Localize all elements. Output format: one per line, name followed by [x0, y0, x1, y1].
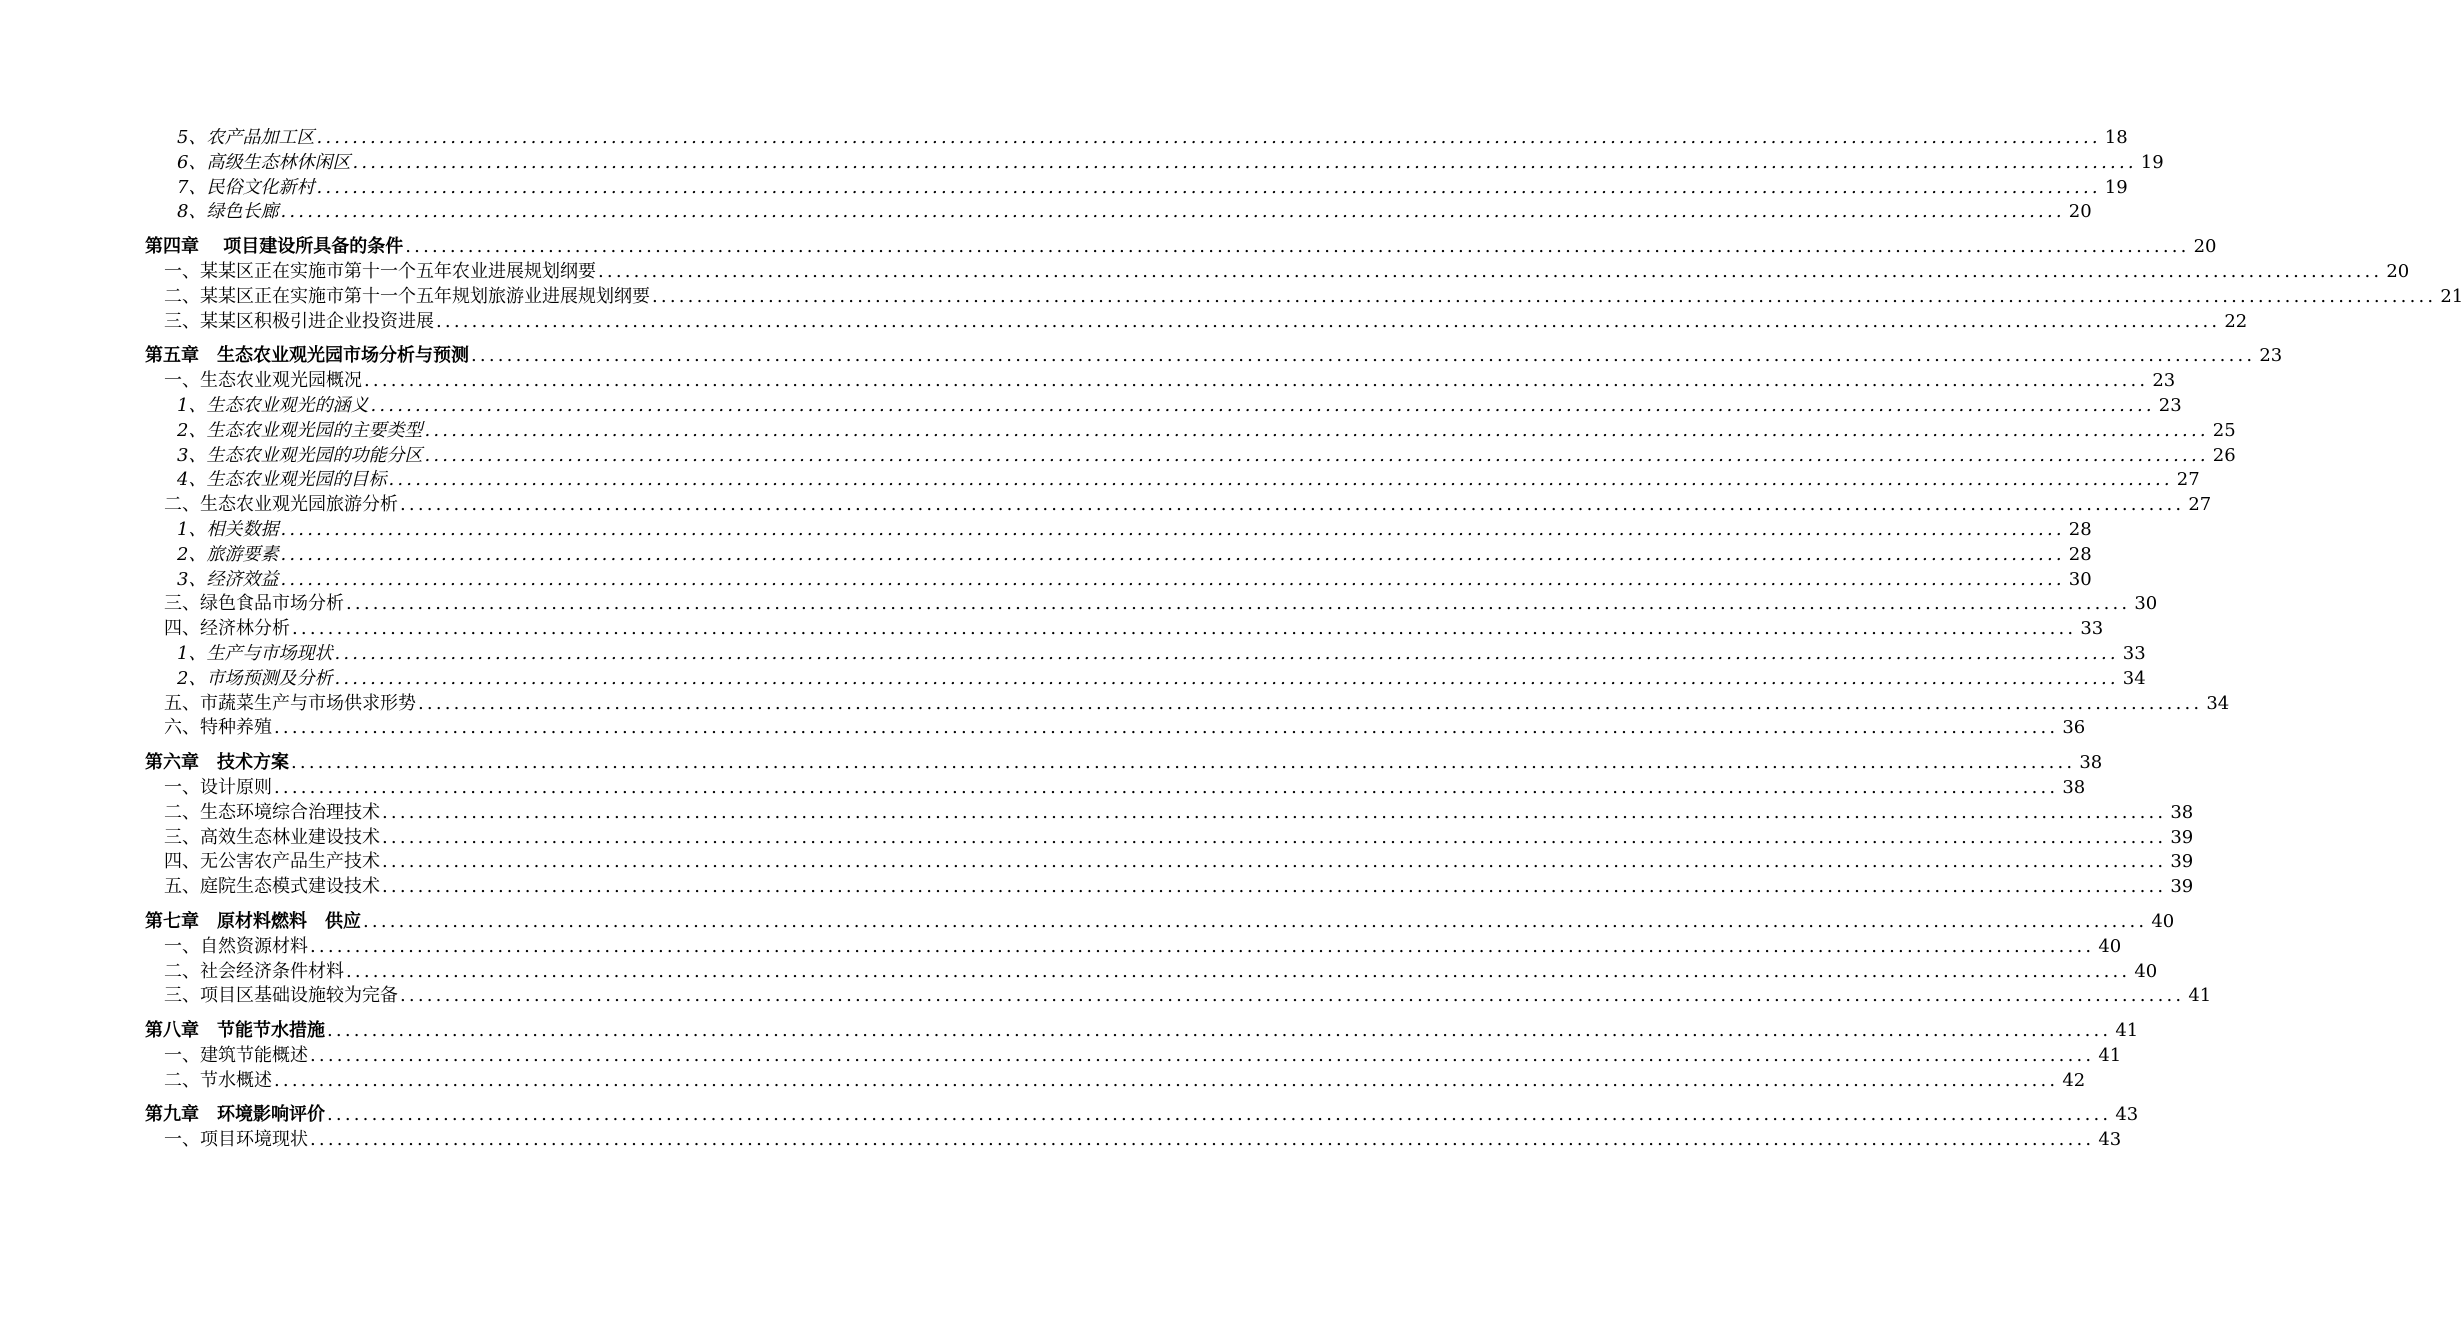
toc-page-number: 33 — [2080, 618, 2104, 640]
toc-dot-leader: ........................................................................................................................................................................................................ — [424, 444, 2209, 466]
toc-entry[interactable] — [0, 872, 2194, 898]
toc-entry-label: 一、某某区正在实施市第十一个五年农业进展规划纲要 — [164, 260, 596, 282]
toc-page-number: 33 — [2122, 642, 2146, 664]
toc-entry[interactable] — [0, 1125, 2122, 1151]
toc-entry[interactable] — [0, 257, 2410, 282]
toc-chapter-entry[interactable] — [0, 341, 2283, 367]
toc-dot-leader: ........................................................................................................................................................................................................ — [400, 494, 2185, 516]
toc-dot-leader: ........................................................................................................................................................................................................ — [471, 345, 2256, 367]
toc-entry-label: 三、项目区基础设施较为完备 — [164, 985, 398, 1007]
toc-chapter-entry[interactable] — [0, 1016, 2139, 1042]
toc-entry[interactable] — [0, 981, 2212, 1007]
toc-dot-leader: ........................................................................................................................................................................................................ — [280, 543, 2065, 565]
toc-entry-label: 第六章 技术方案 — [145, 752, 289, 774]
toc-dot-leader: ........................................................................................................................................................................................................ — [274, 717, 2059, 739]
toc-dot-leader: ........................................................................................................................................................................................................ — [652, 285, 2437, 307]
toc-dot-leader: ........................................................................................................................................................................................................ — [382, 801, 2167, 823]
toc-entry[interactable] — [0, 416, 2236, 441]
toc-entry[interactable] — [0, 957, 2158, 982]
toc-page-number: 41 — [2098, 1044, 2122, 1066]
toc-entry-label: 一、生态农业观光园概况 — [164, 370, 362, 392]
toc-entry[interactable] — [0, 540, 2092, 565]
toc-entry-label: 第四章 项目建设所具备的条件 — [145, 236, 404, 258]
toc-entry-label: 7、民俗文化新村 — [177, 176, 315, 198]
toc-dot-leader: ........................................................................................................................................................................................................ — [382, 851, 2167, 873]
toc-dot-leader: ........................................................................................................................................................................................................ — [388, 469, 2173, 491]
toc-entry-label: 1、生产与市场现状 — [177, 642, 333, 664]
toc-entry-label: 6、高级生态林休闲区 — [177, 151, 351, 173]
toc-dot-leader: ........................................................................................................................................................................................................ — [334, 642, 2119, 664]
toc-entry-label: 四、无公害农产品生产技术 — [164, 851, 380, 873]
toc-dot-leader: ........................................................................................................................................................................................................ — [280, 568, 2065, 590]
toc-dot-leader: ........................................................................................................................................................................................................ — [370, 394, 2155, 416]
chapter-gap — [0, 1090, 950, 1100]
toc-entry-label: 2、旅游要素 — [177, 543, 279, 565]
toc-entry[interactable] — [0, 1041, 2122, 1066]
toc-entry-label: 1、相关数据 — [177, 518, 279, 540]
toc-page-number: 19 — [2140, 151, 2164, 173]
toc-dot-leader: ........................................................................................................................................................................................................ — [280, 201, 2065, 223]
toc-entry[interactable] — [0, 823, 2194, 848]
toc-entry-label: 三、绿色食品市场分析 — [164, 593, 344, 615]
toc-entry[interactable] — [0, 847, 2194, 873]
toc-page-number: 43 — [2098, 1129, 2122, 1151]
toc-page-number: 42 — [2062, 1069, 2086, 1091]
toc-entry-label: 一、建筑节能概述 — [164, 1044, 308, 1066]
toc-entry-label: 一、自然资源材料 — [164, 935, 308, 957]
toc-page-number: 41 — [2115, 1020, 2139, 1042]
toc-dot-leader: ........................................................................................................................................................................................................ — [334, 667, 2119, 689]
toc-dot-leader: ........................................................................................................................................................................................................ — [346, 960, 2131, 982]
toc-page-number: 20 — [2193, 236, 2217, 258]
toc-entry[interactable] — [0, 713, 2086, 739]
toc-entry-label: 五、市蔬菜生产与市场供求形势 — [164, 692, 416, 714]
toc-entry[interactable] — [0, 465, 2200, 491]
toc-dot-leader: ........................................................................................................................................................................................................ — [424, 419, 2209, 441]
toc-page-number: 28 — [2068, 543, 2092, 565]
toc-dot-leader: ........................................................................................................................................................................................................ — [316, 127, 2101, 148]
toc-dot-leader: ........................................................................................................................................................................................................ — [346, 593, 2131, 615]
toc-entry-label: 第五章 生态农业观光园市场分析与预测 — [145, 345, 469, 367]
toc-entry[interactable] — [0, 282, 2463, 307]
toc-page-number: 22 — [2224, 310, 2248, 332]
toc-page-number: 19 — [2104, 176, 2128, 198]
chapter-gap — [0, 738, 950, 748]
toc-entry[interactable] — [0, 490, 2212, 516]
toc-entry[interactable] — [0, 565, 2092, 590]
chapter-gap — [0, 1006, 950, 1016]
toc-entry-label: 三、某某区积极引进企业投资进展 — [164, 310, 434, 332]
toc-entry-label: 2、市场预测及分析 — [177, 667, 333, 689]
toc-page-number: 38 — [2170, 801, 2194, 823]
toc-dot-leader: ........................................................................................................................................................................................................ — [327, 1020, 2112, 1042]
toc-dot-leader: ........................................................................................................................................................................................................ — [310, 1129, 2095, 1151]
toc-entry[interactable] — [0, 123, 2128, 148]
toc-entry[interactable] — [0, 173, 2128, 198]
toc-page-number: 40 — [2134, 960, 2158, 982]
chapter-gap — [0, 331, 950, 341]
toc-entry-label: 二、生态环境综合治理技术 — [164, 801, 380, 823]
toc-page-number: 36 — [2062, 717, 2086, 739]
toc-page-number: 28 — [2068, 518, 2092, 540]
table-of-contents — [0, 123, 2463, 1151]
toc-dot-leader: ........................................................................................................................................................................................................ — [310, 935, 2095, 957]
toc-entry-label: 一、设计原则 — [164, 776, 272, 798]
toc-page-number: 21 — [2440, 285, 2463, 307]
toc-entry-label: 3、经济效益 — [177, 568, 279, 590]
toc-page-number: 26 — [2212, 444, 2236, 466]
toc-entry[interactable] — [0, 639, 2146, 664]
toc-entry-label: 二、生态农业观光园旅游分析 — [164, 494, 398, 516]
toc-entry-label: 2、生态农业观光园的主要类型 — [177, 419, 423, 441]
chapter-gap — [0, 222, 950, 232]
toc-dot-leader: ........................................................................................................................................................................................................ — [327, 1104, 2112, 1126]
toc-entry-label: 三、高效生态林业建设技术 — [164, 826, 380, 848]
toc-dot-leader: ........................................................................................................................................................................................................ — [274, 776, 2059, 798]
toc-entry[interactable] — [0, 932, 2122, 957]
toc-entry[interactable] — [0, 307, 2248, 332]
toc-entry-label: 1、生态农业观光的涵义 — [177, 394, 369, 416]
toc-page-number: 40 — [2098, 935, 2122, 957]
toc-page-number: 23 — [2152, 370, 2176, 392]
toc-chapter-entry[interactable] — [0, 232, 2217, 258]
toc-dot-leader: ........................................................................................................................................................................................................ — [400, 985, 2185, 1007]
toc-entry-label: 5、农产品加工区 — [177, 127, 315, 148]
toc-entry-label: 8、绿色长廊 — [177, 201, 279, 223]
toc-dot-leader: ........................................................................................................................................................................................................ — [352, 151, 2137, 173]
toc-entry[interactable] — [0, 391, 2182, 416]
toc-page-number: 39 — [2170, 876, 2194, 898]
toc-dot-leader: ........................................................................................................................................................................................................ — [436, 310, 2221, 332]
toc-page-number: 38 — [2062, 776, 2086, 798]
toc-dot-leader: ........................................................................................................................................................................................................ — [405, 236, 2190, 258]
toc-chapter-entry[interactable] — [0, 907, 2175, 932]
toc-entry[interactable] — [0, 366, 2176, 392]
toc-dot-leader: ........................................................................................................................................................................................................ — [418, 692, 2203, 714]
toc-page-number: 25 — [2212, 419, 2236, 441]
toc-entry[interactable] — [0, 515, 2092, 540]
toc-entry[interactable] — [0, 441, 2236, 466]
toc-entry[interactable] — [0, 773, 2086, 798]
toc-dot-leader: ........................................................................................................................................................................................................ — [310, 1044, 2095, 1066]
toc-page-number: 38 — [2079, 752, 2103, 774]
toc-dot-leader: ........................................................................................................................................................................................................ — [274, 1069, 2059, 1091]
chapter-gap — [0, 897, 950, 907]
toc-page-number: 43 — [2115, 1104, 2139, 1126]
toc-dot-leader: ........................................................................................................................................................................................................ — [364, 370, 2149, 392]
toc-entry-label: 二、某某区正在实施市第十一个五年规划旅游业进展规划纲要 — [164, 285, 650, 307]
toc-entry-label: 第八章 节能节水措施 — [145, 1020, 325, 1042]
toc-entry[interactable] — [0, 589, 2158, 615]
toc-dot-leader: ........................................................................................................................................................................................................ — [382, 826, 2167, 848]
toc-chapter-entry[interactable] — [0, 748, 2103, 774]
toc-page-number: 34 — [2122, 667, 2146, 689]
toc-page-number: 23 — [2259, 345, 2283, 367]
toc-page-number: 39 — [2170, 826, 2194, 848]
toc-entry[interactable] — [0, 197, 2092, 223]
toc-entry[interactable] — [0, 1066, 2086, 1091]
toc-page-number: 40 — [2151, 910, 2175, 932]
toc-dot-leader: ........................................................................................................................................................................................................ — [291, 752, 2076, 774]
toc-entry-label: 第七章 原材料燃料 供应 — [145, 910, 361, 932]
toc-dot-leader: ........................................................................................................................................................................................................ — [316, 176, 2101, 198]
toc-dot-leader: ........................................................................................................................................................................................................ — [382, 876, 2167, 898]
toc-dot-leader: ........................................................................................................................................................................................................ — [292, 618, 2077, 640]
toc-entry-label: 第九章 环境影响评价 — [145, 1104, 325, 1126]
toc-page-number: 27 — [2188, 494, 2212, 516]
toc-entry-label: 四、经济林分析 — [164, 618, 290, 640]
toc-dot-leader: ........................................................................................................................................................................................................ — [280, 518, 2065, 540]
toc-page-number: 30 — [2134, 593, 2158, 615]
toc-entry[interactable] — [0, 798, 2194, 823]
toc-entry[interactable] — [0, 689, 2230, 714]
toc-entry[interactable] — [0, 664, 2146, 689]
toc-entry-label: 4、生态农业观光园的目标 — [177, 469, 387, 491]
toc-page-number: 27 — [2176, 469, 2200, 491]
toc-page-number: 18 — [2104, 127, 2128, 148]
toc-entry[interactable] — [0, 148, 2164, 173]
toc-entry-label: 一、项目环境现状 — [164, 1129, 308, 1151]
toc-page-number: 30 — [2068, 568, 2092, 590]
toc-entry-label: 五、庭院生态模式建设技术 — [164, 876, 380, 898]
toc-dot-leader: ........................................................................................................................................................................................................ — [363, 910, 2148, 932]
toc-page-number: 20 — [2068, 201, 2092, 223]
toc-entry-label: 二、社会经济条件材料 — [164, 960, 344, 982]
toc-page-number: 23 — [2158, 394, 2182, 416]
toc-page-number: 41 — [2188, 985, 2212, 1007]
toc-entry[interactable] — [0, 614, 2104, 640]
toc-entry-label: 3、生态农业观光园的功能分区 — [177, 444, 423, 466]
toc-page-number: 34 — [2206, 692, 2230, 714]
toc-entry-label: 六、特种养殖 — [164, 717, 272, 739]
toc-chapter-entry[interactable] — [0, 1100, 2139, 1126]
toc-page-number: 20 — [2386, 260, 2410, 282]
toc-dot-leader: ........................................................................................................................................................................................................ — [598, 260, 2383, 282]
toc-page-number: 39 — [2170, 851, 2194, 873]
toc-entry-label: 二、节水概述 — [164, 1069, 272, 1091]
